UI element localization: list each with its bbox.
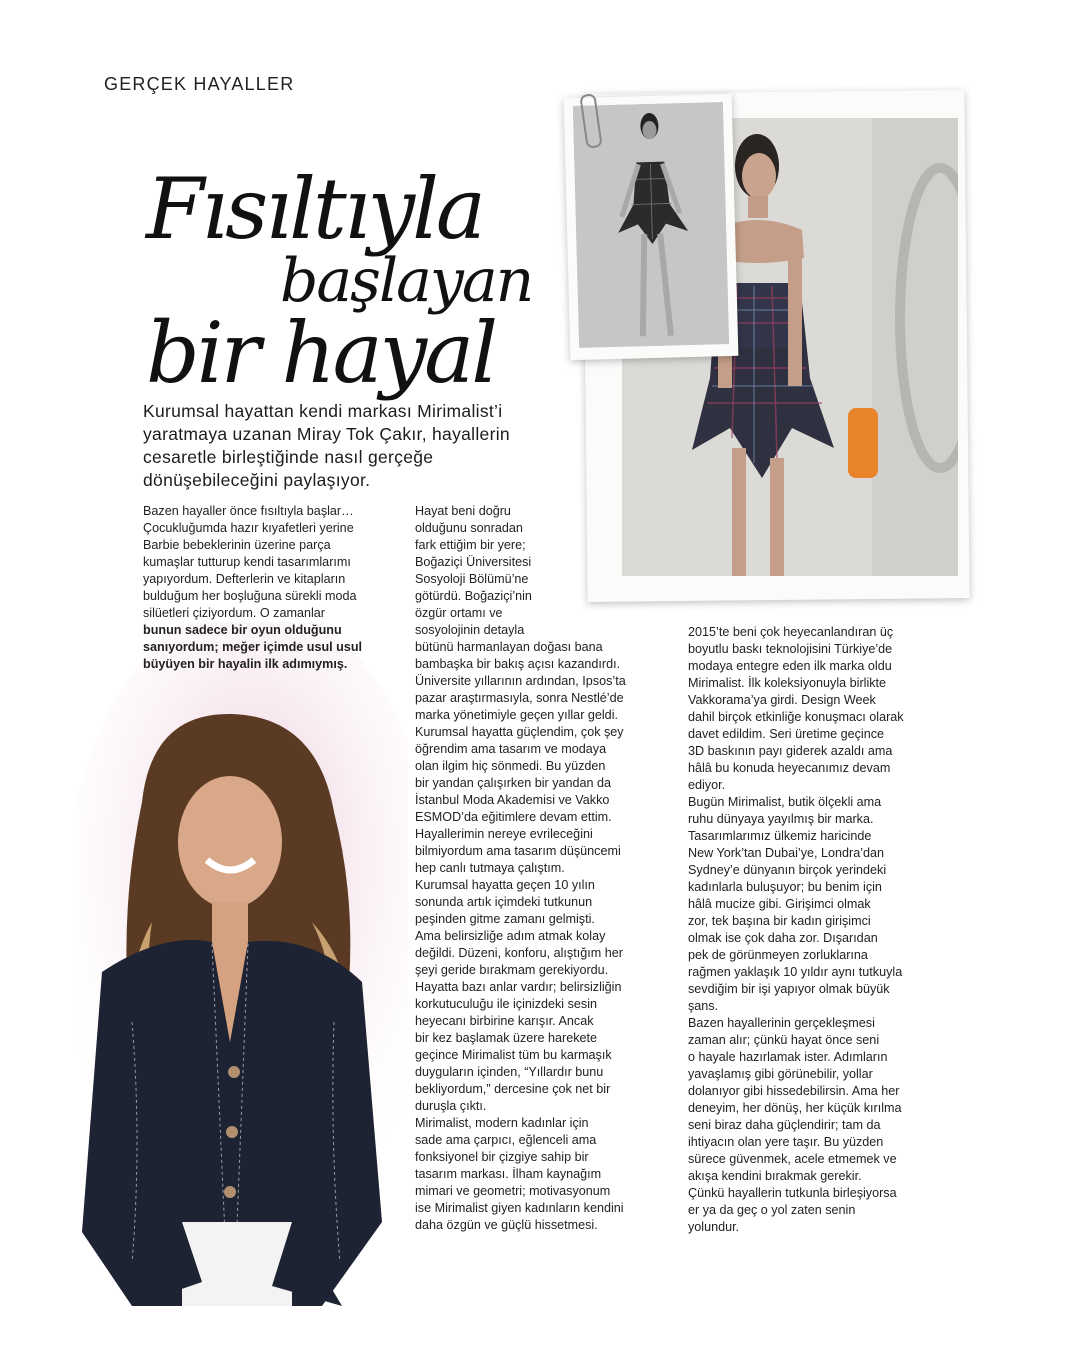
- body-line: duruşla çıktı.: [415, 1099, 487, 1113]
- body-line: deneyim, her dönüş, her küçük kırılma: [688, 1101, 902, 1115]
- body-line: Hayallerimin nereye evrileceğini: [415, 827, 593, 841]
- body-line: o hayale hazırlamak ister. Adımların: [688, 1050, 888, 1064]
- section-label: GERÇEK HAYALLER: [104, 74, 295, 94]
- lede-line: dönüşebileceğini paylaşıyor.: [143, 470, 371, 490]
- body-line: tasarım markası. İlham kaynağım: [415, 1167, 602, 1181]
- body-line: ediyor.: [688, 778, 726, 792]
- headline-line-2: başlayan: [280, 246, 533, 316]
- body-line: bambaşka bir bakış açısı kazandırdı.: [415, 657, 621, 671]
- body-line: marka yönetimiyle geçen yıllar geldi.: [415, 708, 618, 722]
- body-line: zaman alır; çünkü hayat önce seni: [688, 1033, 880, 1047]
- lede-line: cesaretle birleştiğinde nasıl gerçeğe: [143, 447, 434, 467]
- portrait-photo: [72, 622, 408, 1306]
- body-line: sonunda artık içimdeki tutkunun: [415, 895, 593, 909]
- body-line: sade ama çarpıcı, eğlenceli ama: [415, 1133, 597, 1147]
- body-line: götürdü. Boğaziçi’nin: [415, 589, 532, 603]
- body-line: ihtiyacın olan yere taşır. Bu yüzden: [688, 1135, 884, 1149]
- body-line: Mirimalist, modern kadınlar için: [415, 1116, 589, 1130]
- body-line: heyecanı birbirine karışır. Ancak: [415, 1014, 594, 1028]
- body-line: 3D baskının payı giderek azaldı ama: [688, 744, 893, 758]
- body-line: değildi. Düzeni, konforu, alıştığım her: [415, 946, 623, 960]
- body-line: hâlâ mucize gibi. Girişimci olmak: [688, 897, 871, 911]
- body-line: Kurumsal hayatta güçlendim, çok şey: [415, 725, 624, 739]
- body-line: Ama belirsizliğe adım atmak kolay: [415, 929, 606, 943]
- headline-line-3: bir hayal: [146, 304, 496, 402]
- body-line: Üniversite yıllarının ardından, Ipsos’ta: [415, 674, 626, 688]
- body-line: daha özgün ve güçlü hissetmesi.: [415, 1218, 598, 1232]
- body-line: öğrendim ama tasarım ve modaya: [415, 742, 607, 756]
- body-line: bir kez başlamak üzere harekete: [415, 1031, 598, 1045]
- body-line-bold: sanıyordum; meğer içimde usul usul: [143, 640, 363, 654]
- body-line: rağmen yaklaşık 10 yıldır aynı tutkuyla: [688, 965, 903, 979]
- body-line: geçince Mirimalist tüm bu karmaşık: [415, 1048, 612, 1062]
- body-line: er ya da geç o yol zaten senin: [688, 1203, 856, 1217]
- body-line: mimari ve geometri; motivasyonum: [415, 1184, 611, 1198]
- body-line: Sosyoloji Bölümü’ne: [415, 572, 529, 586]
- body-line: kadınlarla buluşuyor; bu benim için: [688, 880, 882, 894]
- body-line: şans.: [688, 999, 719, 1013]
- body-line: korkutuculuğu ile içinizdeki sesin: [415, 997, 598, 1011]
- body-line: zor, tek başına bir kadın girişimci: [688, 914, 871, 928]
- body-line: özgür ortamı ve: [415, 606, 503, 620]
- body-line: davet edildim. Seri üretime geçince: [688, 727, 884, 741]
- body-column-3: [688, 624, 938, 1236]
- body-line: seni biraz daha güçlendirir; tam da: [688, 1118, 881, 1132]
- body-line: pek de görünmeyen zorluklarına: [688, 948, 868, 962]
- body-line: sevdiğim bir işi yapıyor olmak büyük: [688, 982, 890, 996]
- body-line: ruhu dünyaya yayılmış bir marka.: [688, 812, 874, 826]
- body-line: Mirimalist. İlk koleksiyonuyla birlikte: [688, 676, 887, 690]
- body-line: yavaşlamış gibi görünebilir, yollar: [688, 1067, 873, 1081]
- body-line: Hayat beni doğru: [415, 504, 511, 518]
- body-line: New York’tan Dubai’ye, Londra’dan: [688, 846, 885, 860]
- body-line: ise Mirimalist giyen kadınların kendini: [415, 1201, 624, 1215]
- body-line-bold: büyüyen bir hayalin ilk adımıymış.: [143, 657, 348, 671]
- body-line: sürece güvenmek, acele etmemek ve: [688, 1152, 897, 1166]
- body-line: Kurumsal hayatta geçen 10 yılın: [415, 878, 595, 892]
- body-line: yapıyordum. Defterlerin ve kitapların: [143, 572, 346, 586]
- body-line: fonksiyonel bir çizgiye sahip bir: [415, 1150, 589, 1164]
- body-line: bütünü harmanlayan doğası bana: [415, 640, 603, 654]
- body-line: Tasarımlarımız ülkemiz haricinde: [688, 829, 872, 843]
- body-line: bilmiyordum ama tasarım düşüncemi: [415, 844, 621, 858]
- body-line: hep canlı tutmaya çalıştım.: [415, 861, 565, 875]
- lede-paragraph: [143, 400, 553, 492]
- body-line: olmak ise çok daha zor. Dışarıdan: [688, 931, 878, 945]
- body-line: olduğunu sonradan: [415, 521, 523, 535]
- body-line: Sydney’e dünyanın birçok yerindeki: [688, 863, 887, 877]
- body-line: peşinden gitme zamanı gelmişti.: [415, 912, 595, 926]
- body-line: silüetleri çiziyordum. O zamanlar: [143, 606, 325, 620]
- body-line: Boğaziçi Üniversitesi: [415, 555, 532, 569]
- headline-line-1: Fısıltıyla: [146, 160, 484, 258]
- body-line: Bazen hayallerinin gerçekleşmesi: [688, 1016, 875, 1030]
- body-line: bekliyordum,” dercesine çok net bir: [415, 1082, 611, 1096]
- body-line: dolanıyor gibi hissedebilirsin. Ama her: [688, 1084, 900, 1098]
- body-line: sosyolojinin detayla: [415, 623, 525, 637]
- body-line: olan ilgim hiç sönmedi. Bu yüzden: [415, 759, 606, 773]
- body-line: Bugün Mirimalist, butik ölçekli ama: [688, 795, 882, 809]
- body-line: kumaşlar tutturup kendi tasarımlarımı: [143, 555, 351, 569]
- body-line: şeyi geride bırakmam gerekiyordu.: [415, 963, 609, 977]
- body-line: hâlâ bu konuda heyecanımız devam: [688, 761, 891, 775]
- body-line: ESMOD’da eğitimlere devam ettim.: [415, 810, 612, 824]
- lede-line: Kurumsal hayattan kendi markası Mirimalist’i: [143, 401, 503, 421]
- body-line: İstanbul Moda Akademisi ve Vakko: [415, 793, 610, 807]
- body-line: Barbie bebeklerinin üzerine parça: [143, 538, 331, 552]
- body-line: yolundur.: [688, 1220, 740, 1234]
- body-line: 2015’te beni çok heyecanlandıran üç: [688, 625, 894, 639]
- lede-line: yaratmaya uzanan Miray Tok Çakır, hayallerin: [143, 424, 510, 444]
- body-line: dahil birçok etkinliğe konuşmacı olarak: [688, 710, 904, 724]
- body-line: Hayatta bazı anlar vardır; belirsizliğin: [415, 980, 622, 994]
- body-line: bulduğum her boşluğuna sürekli moda: [143, 589, 357, 603]
- body-line: pazar araştırmasıyla, sonra Nestlé’de: [415, 691, 624, 705]
- body-line: akışa kendini bırakmak gerekir.: [688, 1169, 862, 1183]
- body-line: boyutlu baskı teknolojisini Türkiye’de: [688, 642, 893, 656]
- body-line: fark ettiğim bir yere;: [415, 538, 526, 552]
- body-column-2: [415, 503, 660, 1234]
- body-line: Vakkorama’ya girdi. Design Week: [688, 693, 876, 707]
- body-line: Çünkü hayallerin tutkunla birleşiyorsa: [688, 1186, 897, 1200]
- body-line: Bazen hayaller önce fısıltıyla başlar…: [143, 504, 354, 518]
- body-line: modaya entegre eden ilk marka oldu: [688, 659, 892, 673]
- body-line: duyguların içinden, “Yıllardır bunu: [415, 1065, 604, 1079]
- body-line: Çocukluğumda hazır kıyafetleri yerine: [143, 521, 354, 535]
- body-line: bir yandan çalışırken bir yandan da: [415, 776, 612, 790]
- body-line-bold: bunun sadece bir oyun olduğunu: [143, 623, 342, 637]
- body-column-1: [143, 503, 388, 673]
